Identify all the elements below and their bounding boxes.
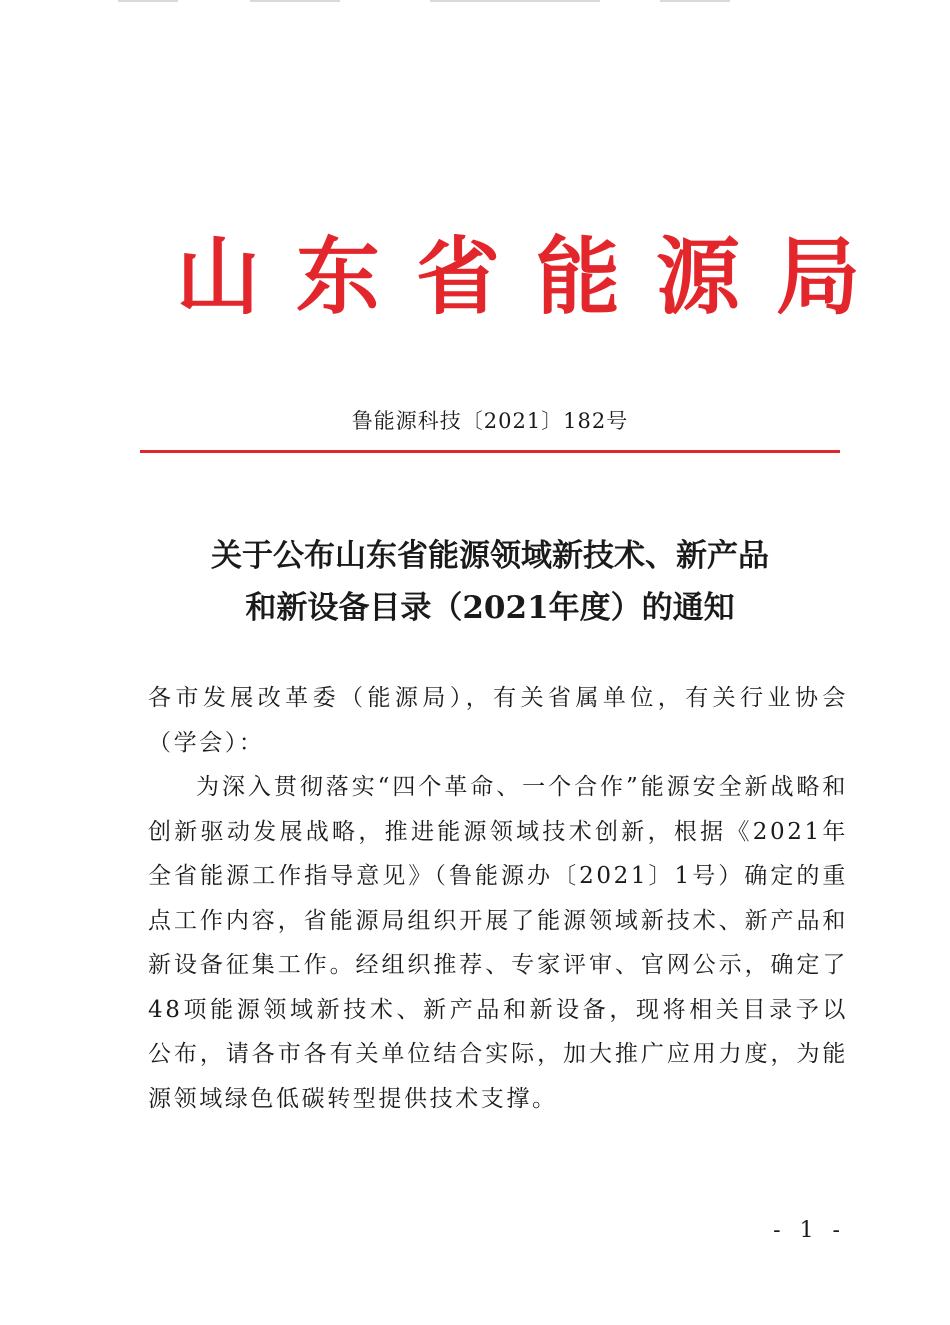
salutation: 各市发展改革委（能源局），有关省属单位，有关行业协会（学会）： [148,685,848,756]
scan-edge-mark [118,0,178,2]
document-body [148,676,848,1121]
scan-edge-mark [430,0,600,2]
scan-edge-mark [250,0,340,2]
document-title [140,530,840,634]
document-number: 鲁能源科技〔2021〕182号 [351,409,629,433]
body-paragraph: 为深入贯彻落实“四个革命、一个合作”能源安全新战略和创新驱动发展战略，推进能源领域技术创新，根据《2021年全省能源工作指导意见》（鲁能源办〔2021〕1号）确定的重点工作内容，省能源局组织开展了能源领域新技术、新产品和新设备征集工作。经组织推荐、专家评审、官网公示，确定了48项能源领域新技术、新产品和新设备，现将相关目录予以公布，请各市各有关单位结合实际，加大推广应用力度，为能源领域绿色低碳转型提供技术支撑。 [148,774,848,1112]
title-line-1: 关于公布山东省能源领域新技术、新产品 [211,538,769,574]
masthead: 山东省能源局 [176,227,897,326]
scan-edge-mark [660,0,730,2]
red-divider-rule [140,450,840,453]
page-number: - 1 - [773,1218,846,1243]
title-line-2: 和新设备目录（2021年度）的通知 [245,590,735,626]
